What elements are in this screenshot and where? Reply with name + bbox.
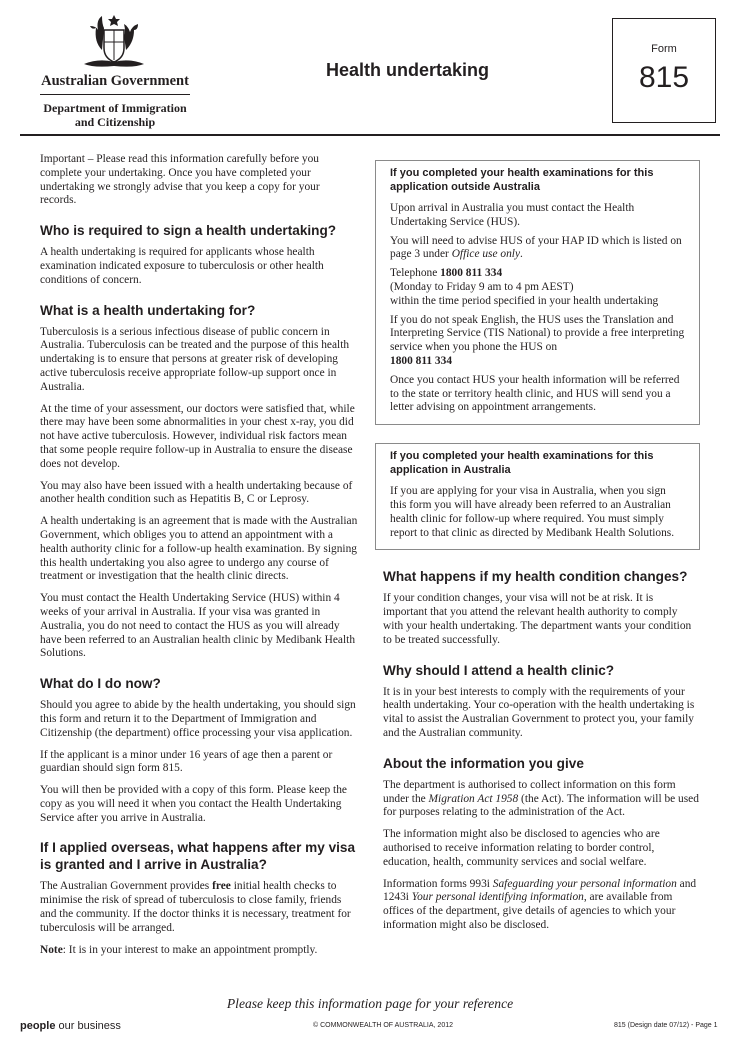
phone-number-2: 1800 811 334	[390, 354, 453, 367]
page-info: 815 (Design date 07/12) - Page 1	[614, 1022, 718, 1029]
para-what-2: At the time of your assessment, our doctors were satisfied that, while there may have been some abnormalities in your chest x-ray, you did not have active tuberculosis. However, individual risk factors mean that some people require follow-up in Australia to ensure the disease does not develop.	[40, 402, 355, 470]
heading-information: About the information you give	[383, 755, 584, 771]
department-line2: and Citizenship	[74, 115, 156, 129]
para-what-4: A health undertaking is an agreement that is made with the Australian Government, which obliges you to attend an appointment with a health authority clinic for a follow-up health examination. By signing this health undertaking you also agree to undergo any course of treatment or investigation that the health clinic directs.	[40, 515, 358, 583]
left-column	[40, 153, 358, 965]
form-number-box	[612, 18, 716, 123]
brand-tagline: people our business	[20, 1020, 121, 1032]
para-clinic: It is in your best interests to comply with the requirements of your health undertaking. Your co-operation with the health undertaking is vital to assist the Australian Government to protect you, your family and the Australian community.	[383, 685, 695, 739]
phone-number: 1800 811 334	[440, 267, 503, 280]
header-divider	[20, 134, 720, 136]
para-info-2: The information might also be disclosed to agencies who are authorised to receive information relating to border control, education, health, community services and social welfare.	[383, 828, 660, 868]
para-info-1: The department is authorised to collect information on this form under the Migration Act 1958 (the Act). The information will be used for purposes relating to the administration of the Act.	[383, 778, 699, 819]
copyright-text: © COMMONWEALTH OF AUSTRALIA, 2012	[313, 1022, 453, 1029]
heading-overseas: If I applied overseas, what happens after my visa is granted and I arrive in Australia?	[40, 840, 356, 873]
heading-changes: What happens if my health condition changes?	[383, 569, 688, 585]
box-outside-para-1: Upon arrival in Australia you must contact the Health Undertaking Service (HUS).	[390, 202, 635, 228]
heading-clinic: Why should I attend a health clinic?	[383, 662, 615, 678]
para-what-3: You may also have been issued with a health undertaking because of another health condition such as Hepatitis B, C or Leprosy.	[40, 479, 353, 506]
info-box-in-australia	[375, 443, 700, 550]
box-in-title: If you completed your health examinations for this application in Australia	[390, 450, 654, 477]
form-label: Form	[651, 43, 677, 55]
intro-text: Important – Please read this information carefully before you complete your undertaking. Once you have completed your undertaking we strongly advise that you keep a copy for your records.	[40, 153, 320, 207]
para-do-2: If the applicant is a minor under 16 years of age then a parent or guardian should sign form 815.	[40, 748, 333, 775]
heading-do-now: What do I do now?	[40, 676, 161, 692]
box-outside-para-5: Once you contact HUS your health information will be referred to the state or territory health clinic, and HUS will send you a letter advising on appointment arrangements.	[390, 373, 680, 414]
para-overseas-note: Note: It is in your interest to make an appointment promptly.	[40, 943, 318, 956]
para-do-3: You will then be provided with a copy of this form. Please keep the copy as you will need it when you contact the Health Undertaking Service after you arrive in Australia.	[40, 784, 347, 824]
box-outside-title: If you completed your health examinations for this application outside Australia	[390, 167, 654, 193]
info-box-outside-australia	[375, 160, 700, 425]
heading-what: What is a health undertaking for?	[40, 302, 256, 318]
box-outside-para-2: You will need to advise HUS of your HAP ID which is listed on page 3 under Office use only.	[390, 234, 682, 261]
box-outside-para-4: If you do not speak English, the HUS uses the Translation and Interpreting Service (TIS National) to provide a free interpreting service when you phone the HUS on 1800 811 334	[390, 313, 685, 367]
keep-page-note: Please keep this information page for your reference	[226, 996, 514, 1011]
box-outside-telephone: Telephone 1800 811 334 (Monday to Friday 9 am to 4 pm AEST) within the time period specified in your health undertaking	[390, 267, 659, 307]
heading-who: Who is required to sign a health undertaking?	[40, 223, 337, 239]
box-in-para-1: If you are applying for your visa in Australia, when you sign this form you will have already been referred to an Australian health clinic for follow-up where required. You must simply report to that clinic as directed by Medibank Health Solutions.	[390, 485, 675, 539]
org-name: Australian Government	[41, 73, 189, 89]
page-title: Health undertaking	[326, 60, 490, 80]
para-info-3: Information forms 993i Safeguarding your personal information and 1243i Your personal identifying information, are available from offices of the department, give details of agencies to which your information might also be disclosed.	[383, 877, 697, 931]
org-divider	[40, 94, 190, 95]
para-what-1: Tuberculosis is a serious infectious disease of public concern in Australia. Tuberculosis can be treated and the purpose of this health undertaking is to ensure that persons at greater risk of developing active tuberculosis receive appropriate follow-up support once in Australia.	[40, 325, 350, 393]
right-column	[383, 160, 700, 941]
form-number: 815	[638, 61, 690, 94]
para-overseas-1: The Australian Government provides free initial health checks to minimise the risk of spread of tuberculosis to close family, friends and the community. If the doctor thinks it is necessary, treatment for tuberculosis will be arranged.	[40, 880, 351, 934]
para-what-5: You must contact the Health Undertaking Service (HUS) within 4 weeks of your arrival in Australia. If your visa was granted in Australia, you do not need to contact the HUS as you will already have been referred to an Australian health clinic by Medibank Health Solutions.	[40, 592, 356, 660]
department-line1: Department of Immigration	[43, 101, 187, 115]
government-logo	[40, 73, 190, 129]
para-who: A health undertaking is required for applicants whose health examination indicated exposure to tuberculosis or other health conditions of concern.	[40, 246, 324, 286]
para-do-1: Should you agree to abide by the health undertaking, you should sign this form and return it to the Department of Immigration and Citizenship (the department) office processing your visa application.	[40, 699, 356, 739]
coat-of-arms-icon	[78, 14, 150, 72]
para-changes: If your condition changes, your visa will not be at risk. It is important that you attend the relevant health authority to comply with your health undertaking. The department wants your condition to be treated successfully.	[383, 592, 692, 646]
